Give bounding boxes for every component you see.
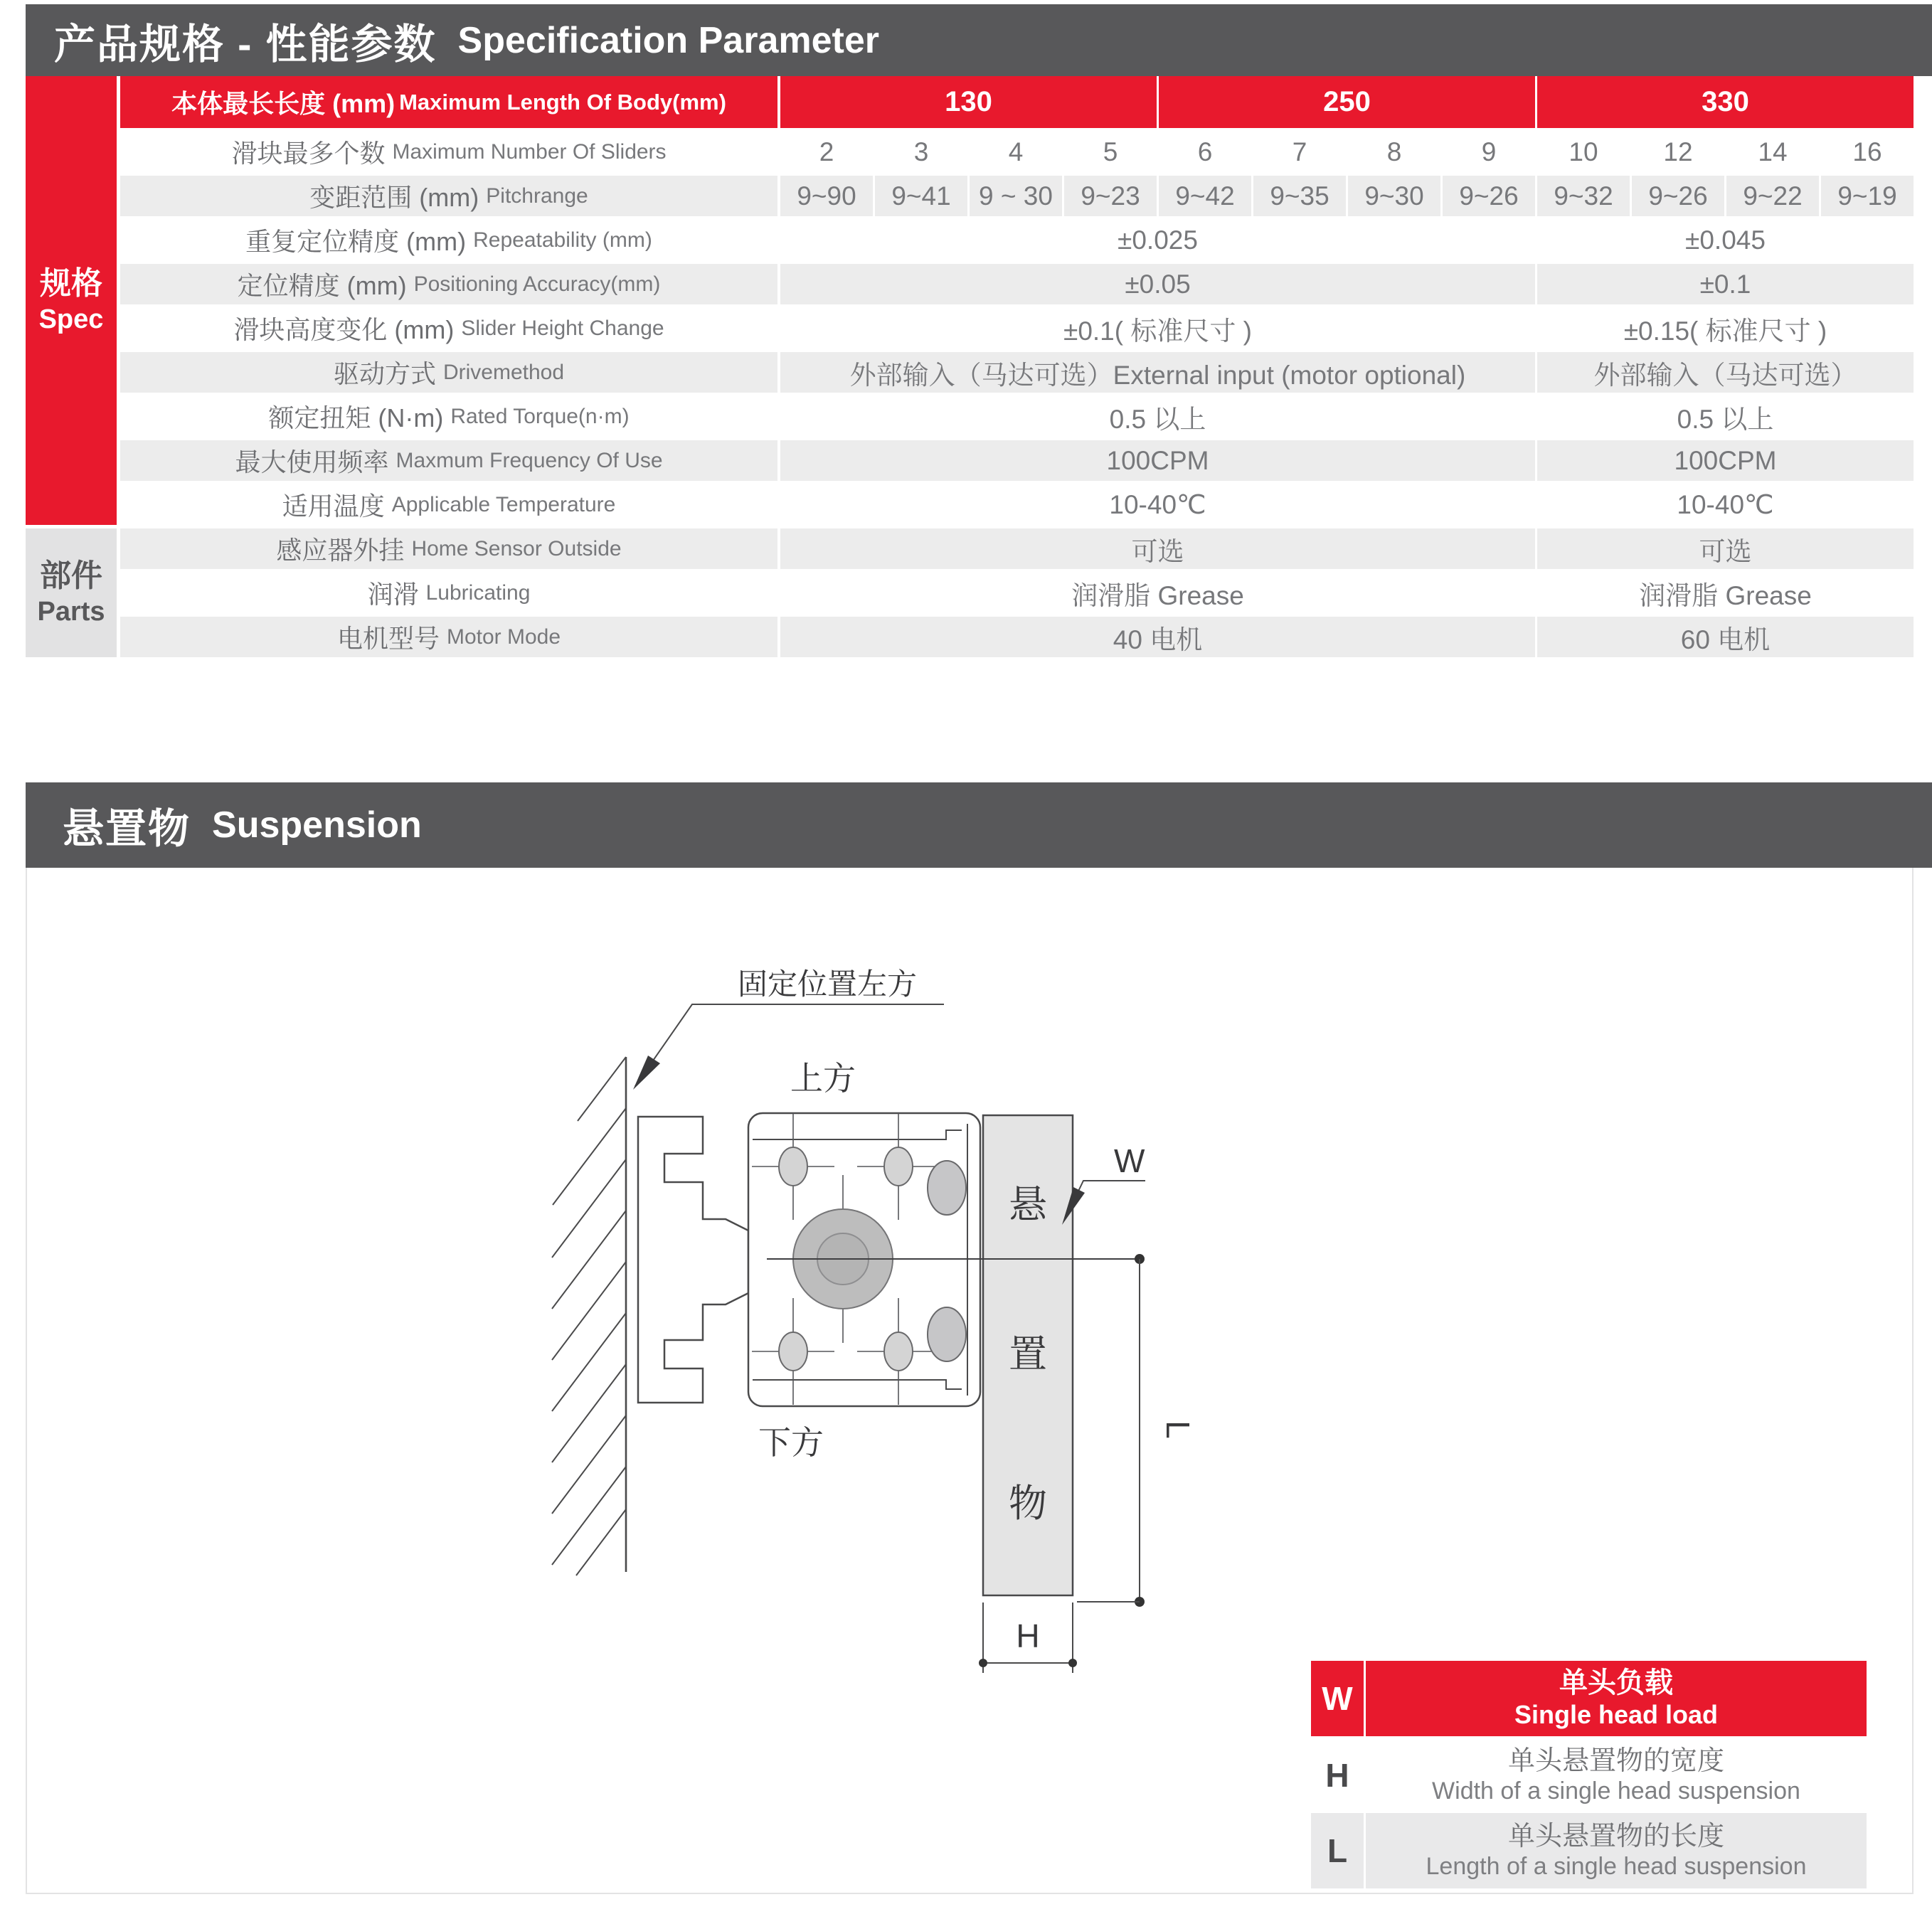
cell: 9~42: [1159, 176, 1251, 216]
cell: 9~23: [1064, 176, 1157, 216]
fixed-position-label: 固定位置左方: [737, 967, 918, 1001]
cell: 9~35: [1253, 176, 1346, 216]
spec-row-motor-model: [120, 617, 1914, 657]
suspension-section-title-bar: [26, 782, 1932, 868]
load-char-1: 悬: [1009, 1184, 1047, 1226]
spec-row-sliders: [120, 132, 1914, 172]
cell-130-250: ±0.1( 标准尺寸 ): [780, 308, 1535, 349]
cell: 8: [1348, 132, 1440, 172]
legend-row-h: [1311, 1741, 1867, 1809]
cell-330: 外部输入（马达可选）: [1537, 352, 1914, 393]
suspension-title-en: Suspension: [212, 804, 422, 846]
dim-h-left-dot: [979, 1659, 987, 1667]
spec-row-temperature: [120, 484, 1914, 525]
cell-330: 0.5 以上: [1537, 396, 1914, 437]
row-label: 驱动方式 Drivemethod: [120, 352, 777, 393]
cell: 9~32: [1537, 176, 1630, 216]
cell: 16: [1821, 132, 1914, 172]
load-char-2: 置: [1009, 1333, 1047, 1376]
row-label: 滑块最多个数 Maximum Number Of Sliders: [120, 132, 777, 172]
spec-table: [26, 76, 1914, 657]
spec-title-zh: 产品规格 - 性能参数: [54, 21, 437, 68]
sidebar-parts-zh: 部件: [40, 558, 102, 594]
cell-330: ±0.15( 标准尺寸 ): [1537, 308, 1914, 349]
wall-hatch-lines: [552, 1057, 626, 1575]
cell-330: 100CPM: [1537, 440, 1914, 481]
cell-130-250: 100CPM: [780, 440, 1535, 481]
cell-330: ±0.045: [1537, 220, 1914, 260]
cell: 12: [1632, 132, 1724, 172]
spec-row-positioning: [120, 264, 1914, 304]
legend-desc-h: 单头悬置物的宽度 Width of a single head suspension: [1364, 1741, 1867, 1809]
row-label: 变距范围 (mm) Pitchrange: [120, 176, 777, 216]
cell: 3: [875, 132, 967, 172]
spec-table-sidebar-spec: [26, 76, 117, 525]
top-side-label: 上方: [790, 1060, 856, 1097]
dim-w-label: W: [1114, 1142, 1145, 1179]
cell: 2: [780, 132, 873, 172]
cell: 4: [970, 132, 1062, 172]
cell-130-250: 10-40℃: [780, 484, 1535, 525]
legend-key-w: W: [1311, 1661, 1364, 1736]
cell-130-250: 40 电机: [780, 617, 1535, 657]
sidebar-spec-zh: 规格: [40, 266, 102, 302]
cell: 5: [1064, 132, 1157, 172]
row-label: 定位精度 (mm) Positioning Accuracy(mm): [120, 264, 777, 304]
spec-title-en: Specification Parameter: [457, 19, 880, 61]
row-label: 滑块高度变化 (mm) Slider Height Change: [120, 308, 777, 349]
cell-330: ±0.1: [1537, 264, 1914, 304]
load-char-3: 物: [1009, 1482, 1047, 1525]
cell: 9~90: [780, 176, 873, 216]
row-label: 最大使用频率 Maxmum Frequency Of Use: [120, 440, 777, 481]
side-hole-bottom: [928, 1307, 966, 1361]
spec-row-drive-method: [120, 352, 1914, 393]
spec-group-330: 330: [1537, 76, 1914, 128]
cell: 9 ~ 30: [970, 176, 1062, 216]
row-label: 重复定位精度 (mm) Repeatability (mm): [120, 220, 777, 260]
legend-desc-w: 单头负载 Single head load: [1364, 1661, 1867, 1736]
spec-header-label-zh: 本体最长长度 (mm): [171, 89, 396, 118]
cell: 6: [1159, 132, 1251, 172]
dimension-legend-table: [1311, 1661, 1867, 1888]
cell-130-250: 可选: [780, 528, 1535, 569]
spec-row-repeatability: [120, 220, 1914, 260]
spec-row-rated-torque: [120, 396, 1914, 437]
spec-header-row: [120, 76, 1914, 128]
spec-row-lubricating: [120, 573, 1914, 613]
suspension-title-zh: 悬置物: [63, 806, 191, 852]
row-label: 适用温度 Applicable Temperature: [120, 484, 777, 525]
cell: 9~30: [1348, 176, 1440, 216]
row-label: 额定扭矩 (N·m) Rated Torque(n·m): [120, 396, 777, 437]
cell: 9: [1443, 132, 1535, 172]
spec-header-label: [120, 76, 777, 128]
cell-330: 60 电机: [1537, 617, 1914, 657]
spec-header-label-en: Maximum Length Of Body(mm): [399, 89, 726, 115]
spec-row-max-frequency: [120, 440, 1914, 481]
legend-key-h: H: [1325, 1757, 1349, 1794]
cell-130-250: 润滑脂 Grease: [780, 573, 1535, 613]
legend-row-w: [1311, 1661, 1867, 1736]
cell-330: 可选: [1537, 528, 1914, 569]
row-label: 感应器外挂 Home Sensor Outside: [120, 528, 777, 569]
spec-group-250: 250: [1159, 76, 1535, 128]
cell: 10: [1537, 132, 1630, 172]
cell-130-250: ±0.05: [780, 264, 1535, 304]
dim-l-label: L: [1159, 1420, 1196, 1439]
cell: 9~26: [1632, 176, 1724, 216]
legend-row-l: [1311, 1813, 1867, 1888]
cell: 9~26: [1443, 176, 1535, 216]
row-label: 润滑 Lubricating: [120, 573, 777, 613]
spec-group-130: 130: [780, 76, 1157, 128]
legend-desc-l: 单头悬置物的长度 Length of a single head suspension: [1364, 1813, 1867, 1888]
cell-330: 润滑脂 Grease: [1537, 573, 1914, 613]
spec-row-home-sensor: [120, 528, 1914, 569]
side-hole-top: [928, 1161, 966, 1215]
bottom-side-label: 下方: [758, 1424, 824, 1461]
spec-table-sidebar-parts: [26, 528, 117, 657]
cell-130-250: 0.5 以上: [780, 396, 1535, 437]
cell: 9~22: [1726, 176, 1819, 216]
spec-row-pitch: [120, 176, 1914, 216]
cell: 9~41: [875, 176, 967, 216]
cell: 14: [1726, 132, 1819, 172]
sidebar-parts-en: Parts: [37, 597, 105, 627]
spec-section-title-bar: [26, 4, 1932, 76]
cell: 9~19: [1821, 176, 1914, 216]
cell-330: 10-40℃: [1537, 484, 1914, 525]
legend-key-l: L: [1311, 1813, 1364, 1888]
cell-130-250: ±0.025: [780, 220, 1535, 260]
row-label: 电机型号 Motor Mode: [120, 617, 777, 657]
fixed-position-leader-line: [635, 1004, 944, 1086]
cell-130-250: 外部输入（马达可选）External input (motor optional): [780, 352, 1535, 393]
dim-h-right-dot: [1068, 1659, 1077, 1667]
fixed-position-arrowhead: [633, 1056, 660, 1090]
sidebar-spec-en: Spec: [38, 304, 104, 335]
rail-extrusion-profile: [638, 1117, 748, 1403]
spec-row-height-change: [120, 308, 1914, 349]
dim-h-label: H: [1016, 1617, 1040, 1654]
cell: 7: [1253, 132, 1346, 172]
